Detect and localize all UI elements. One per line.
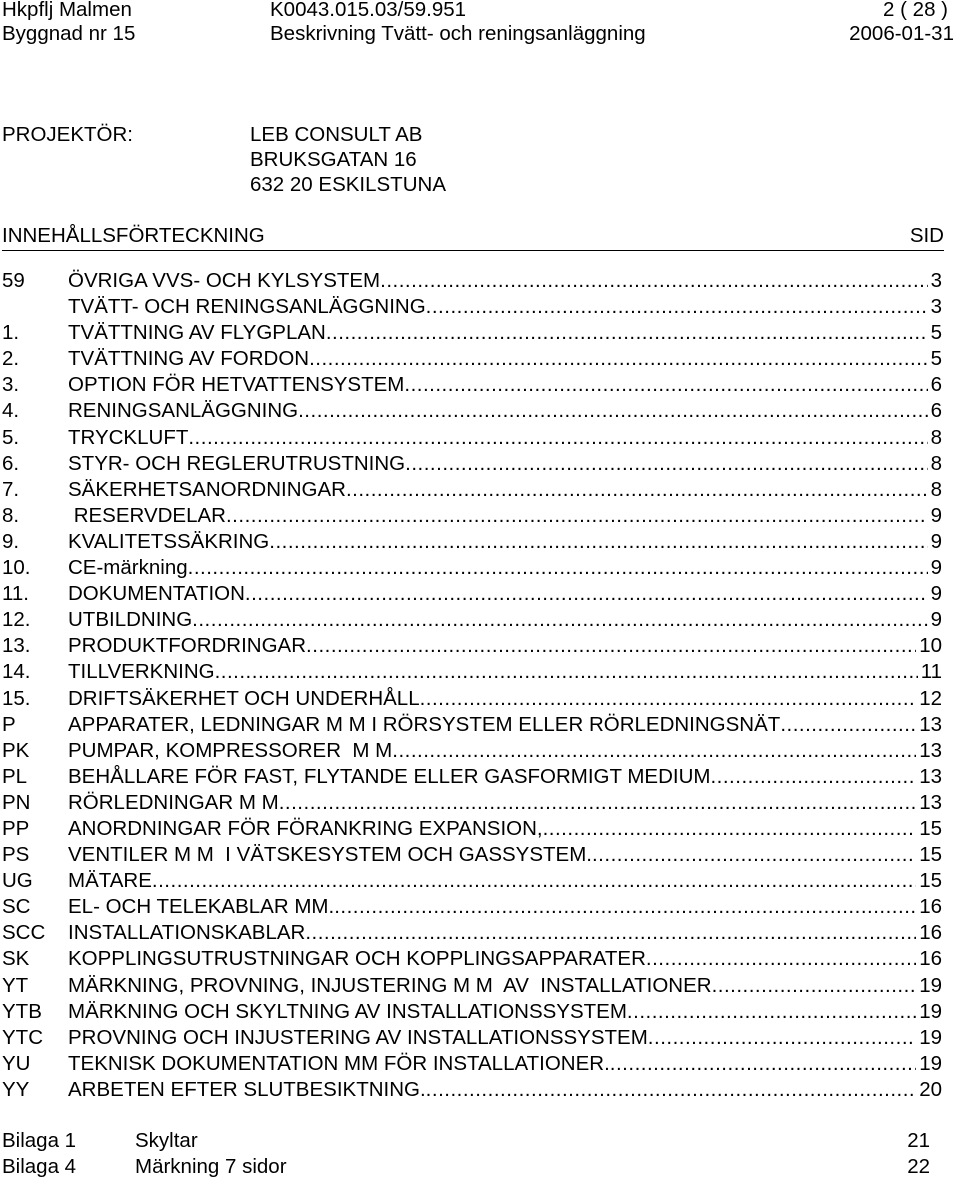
- toc-entry-body: [68, 1000, 942, 1024]
- toc-entry-number: 12.: [2, 608, 31, 632]
- toc-entry[interactable]: [0, 843, 942, 869]
- toc-leader-dots: [710, 765, 916, 789]
- toc-entry[interactable]: [0, 869, 942, 895]
- toc-entry-body: [68, 1052, 942, 1076]
- toc-leader-dots: [192, 608, 927, 632]
- toc-entry[interactable]: [0, 713, 942, 739]
- toc-entry-number: 8.: [2, 503, 20, 527]
- toc-entry-title: KVALITETSSÄKRING: [68, 529, 270, 553]
- toc-leader-dots: [648, 1026, 916, 1050]
- toc-entry-page: 19: [919, 1051, 942, 1075]
- attachment-page: 22: [907, 1155, 930, 1178]
- toc-entry-body: [68, 1026, 942, 1050]
- toc-entry-number: P: [2, 712, 16, 736]
- toc-entry-page: 3: [930, 295, 942, 319]
- toc-leader-dots: [279, 791, 916, 815]
- toc-entry-title: APPARATER, LEDNINGAR M M I RÖRSYSTEM ELLER RÖRLEDNINGSNÄT: [68, 712, 781, 736]
- toc-entry-page: 9: [930, 582, 942, 606]
- toc-entry-number: PL: [2, 764, 28, 788]
- toc-entry-title: MÄRKNING, PROVNING, INJUSTERING M M AV INSTALLATIONER: [68, 973, 712, 997]
- toc-entry-title: TRYCKLUFT: [68, 425, 189, 449]
- toc-entry-body: [68, 895, 942, 919]
- toc-entry-page: 12: [919, 686, 942, 710]
- toc-entry-title: PROVNING OCH INJUSTERING AV INSTALLATIONSSYSTEM: [68, 1025, 648, 1049]
- toc-entry[interactable]: [0, 1026, 942, 1052]
- toc-entry[interactable]: [0, 1078, 942, 1104]
- toc-entry-body: [68, 373, 942, 397]
- toc-entry-body: [68, 582, 942, 606]
- toc-entry-body: [68, 687, 942, 711]
- toc-entry[interactable]: [0, 634, 942, 660]
- toc-leader-dots: [627, 1000, 916, 1024]
- toc-entry-title: RESERVDELAR: [68, 503, 226, 527]
- toc-entry-page: 19: [919, 973, 942, 997]
- toc-entry-page: 9: [930, 529, 942, 553]
- toc-entry-body: [68, 713, 942, 737]
- toc-leader-dots: [405, 452, 927, 476]
- toc-entry-number: YTB: [2, 999, 42, 1023]
- toc-entry-number: 5.: [2, 425, 20, 449]
- toc-leader-dots: [380, 269, 927, 293]
- toc-leader-dots: [215, 660, 918, 684]
- toc-entry-title: TVÄTTNING AV FORDON: [68, 347, 310, 371]
- toc-entry-number: 13.: [2, 634, 31, 658]
- toc-entry-page: 13: [919, 712, 942, 736]
- toc-heading: INNEHÅLLSFÖRTECKNING: [2, 224, 265, 247]
- toc-entry-number: 11.: [2, 582, 29, 606]
- toc-entry-number: PS: [2, 843, 30, 867]
- toc-entry-body: [68, 269, 942, 293]
- toc-entry-title: TILLVERKNING: [68, 660, 215, 684]
- toc-entry-page: 19: [919, 1025, 942, 1049]
- toc-entry-page: 15: [919, 816, 942, 840]
- toc-entry[interactable]: [0, 478, 942, 504]
- header-doc-title: Beskrivning Tvätt- och reningsanläggning: [270, 22, 646, 45]
- toc-entry-title: SÄKERHETSANORDNINGAR: [68, 477, 346, 501]
- toc-entry-number: YY: [2, 1077, 30, 1101]
- toc-entry[interactable]: [0, 974, 942, 1000]
- header-page-indicator: 2 ( 28 ): [883, 0, 948, 21]
- toc-entry-page: 5: [930, 321, 942, 345]
- toc-entry-number: 6.: [2, 451, 20, 475]
- header-doc-number: K0043.015.03/59.951: [270, 0, 467, 21]
- toc-entry[interactable]: [0, 504, 942, 530]
- toc-leader-dots: [610, 1052, 916, 1076]
- toc-leader-dots: [543, 817, 917, 841]
- toc-entry-page: 13: [919, 738, 942, 762]
- toc-entry[interactable]: [0, 321, 942, 347]
- toc-entry-body: [68, 869, 942, 893]
- toc-entry-page: 11: [920, 660, 942, 684]
- toc-entry-title: ARBETEN EFTER SLUTBESIKTNING.: [68, 1077, 426, 1101]
- toc-leader-dots: [646, 947, 916, 971]
- toc-entry-page: 20: [919, 1077, 942, 1101]
- toc-leader-dots: [188, 556, 928, 580]
- toc-leader-dots: [780, 713, 916, 737]
- toc-entry-title: PRODUKTFORDRINGAR: [68, 634, 307, 658]
- toc-leader-dots: [309, 347, 928, 371]
- toc-entry-title: TEKNISK DOKUMENTATION MM FÖR INSTALLATIONER.: [68, 1051, 610, 1075]
- header-building: Byggnad nr 15: [2, 22, 136, 45]
- toc-entry-page: 5: [930, 347, 942, 371]
- toc-entry-body: [68, 843, 942, 867]
- toc-entry-body: [68, 504, 942, 528]
- toc-entry-body: [68, 321, 942, 345]
- toc-entry[interactable]: [0, 608, 942, 634]
- toc-entry-page: 8: [930, 425, 942, 449]
- toc-entry-title: RÖRLEDNINGAR M M: [68, 790, 279, 814]
- toc-list: [0, 269, 942, 1104]
- toc-entry-page: 3: [930, 269, 942, 292]
- toc-entry-page: 8: [930, 451, 942, 475]
- toc-entry-title: RENINGSANLÄGGNING: [68, 399, 299, 423]
- toc-entry-body: [68, 791, 942, 815]
- toc-entry[interactable]: [0, 347, 942, 373]
- toc-entry[interactable]: [0, 582, 942, 608]
- toc-entry-title: DOKUMENTATION: [68, 582, 245, 606]
- toc-entry[interactable]: [0, 947, 942, 973]
- toc-entry-title: EL- OCH TELEKABLAR MM.: [68, 895, 335, 919]
- toc-entry-number: PK: [2, 738, 30, 762]
- toc-leader-dots: [346, 478, 928, 502]
- toc-entry-number: 4.: [2, 399, 20, 423]
- toc-entry-page: 6: [930, 399, 942, 423]
- toc-entry-body: [68, 530, 942, 554]
- toc-entry[interactable]: [0, 295, 942, 321]
- toc-leader-dots: [426, 1078, 917, 1102]
- toc-entry-number: YT: [2, 973, 29, 997]
- toc-entry[interactable]: [0, 530, 942, 556]
- toc-leader-dots: [712, 974, 917, 998]
- toc-entry-number: YTC: [2, 1025, 43, 1049]
- toc-entry-body: [68, 974, 942, 998]
- toc-entry-body: [68, 817, 942, 841]
- toc-entry-title: DRIFTSÄKERHET OCH UNDERHÅLL: [68, 686, 420, 710]
- project-address-line: LEB CONSULT AB: [250, 123, 423, 146]
- toc-entry-page: 8: [930, 477, 942, 501]
- toc-entry-title: UTBILDNING: [68, 608, 193, 632]
- toc-entry-body: [68, 947, 942, 971]
- header-date: 2006-01-31: [849, 22, 954, 45]
- toc-entry-page: 9: [930, 556, 942, 580]
- toc-entry-number: 3.: [2, 373, 20, 397]
- toc-entry-title: TVÄTTNING AV FLYGPLAN: [68, 321, 326, 345]
- toc-entry[interactable]: [0, 739, 942, 765]
- toc-leader-dots: [269, 530, 927, 554]
- toc-entry-title: MÄTARE: [68, 869, 152, 893]
- toc-entry[interactable]: [0, 791, 942, 817]
- toc-leader-dots: [188, 426, 927, 450]
- toc-heading-row: [2, 224, 944, 251]
- toc-entry-page: 16: [919, 947, 942, 971]
- toc-entry-body: [68, 426, 942, 450]
- toc-entry-number: 59: [2, 269, 25, 292]
- toc-entry-body: [68, 1078, 942, 1102]
- attachment-label: Bilaga 1: [2, 1129, 77, 1152]
- toc-entry-number: 10.: [2, 556, 31, 580]
- toc-entry-page: 13: [919, 790, 942, 814]
- toc-entry-page: 16: [919, 895, 942, 919]
- toc-entry-number: 1.: [2, 321, 20, 345]
- attachment-title: Märkning 7 sidor: [135, 1155, 287, 1178]
- toc-entry-title: MÄRKNING OCH SKYLTNING AV INSTALLATIONSSYSTEM: [68, 999, 627, 1023]
- toc-entry[interactable]: [0, 687, 942, 713]
- toc-entry-number: UG: [2, 869, 33, 893]
- toc-entry[interactable]: [0, 269, 942, 295]
- toc-leader-dots: [245, 582, 928, 606]
- toc-entry-body: [68, 399, 942, 423]
- toc-entry-number: 7.: [2, 477, 20, 501]
- toc-leader-dots: [426, 295, 928, 319]
- attachment-page: 21: [907, 1129, 930, 1152]
- toc-entry-number: 2.: [2, 347, 20, 371]
- toc-entry-number: SC: [2, 895, 31, 919]
- toc-entry-title: TVÄTT- OCH RENINGSANLÄGGNING: [68, 295, 426, 319]
- toc-entry[interactable]: [0, 895, 942, 921]
- toc-leader-dots: [392, 739, 916, 763]
- toc-entry-page: 9: [930, 608, 942, 632]
- toc-entry[interactable]: [0, 1000, 942, 1026]
- toc-entry-page: 13: [919, 764, 942, 788]
- toc-entry[interactable]: [0, 660, 942, 686]
- toc-entry[interactable]: [0, 556, 942, 582]
- toc-entry-page: 9: [930, 503, 942, 527]
- toc-leader-dots: [305, 921, 916, 945]
- toc-entry-page: 6: [930, 373, 942, 397]
- toc-entry-body: [68, 556, 942, 580]
- toc-entry-title: ÖVRIGA VVS- OCH KYLSYSTEM: [68, 269, 381, 292]
- toc-page-heading: SID: [909, 224, 944, 247]
- toc-entry-body: [68, 452, 942, 476]
- toc-entry-number: 15.: [2, 686, 31, 710]
- toc-entry-title: CE-märkning: [68, 556, 188, 580]
- toc-entry-number: 14.: [2, 660, 31, 684]
- toc-entry[interactable]: [0, 1052, 942, 1078]
- toc-leader-dots: [306, 634, 916, 658]
- toc-entry[interactable]: [0, 452, 942, 478]
- attachment-title: Skyltar: [135, 1129, 198, 1152]
- toc-entry-number: PP: [2, 816, 30, 840]
- toc-leader-dots: [592, 843, 916, 867]
- toc-leader-dots: [298, 399, 927, 423]
- toc-entry-title: INSTALLATIONSKABLAR: [68, 921, 306, 945]
- toc-entry-page: 16: [919, 921, 942, 945]
- toc-entry-number: PN: [2, 790, 31, 814]
- toc-leader-dots: [152, 869, 916, 893]
- toc-entry-title: STYR- OCH REGLERUTRUSTNING: [68, 451, 406, 475]
- toc-leader-dots: [420, 687, 917, 711]
- toc-entry-body: [68, 739, 942, 763]
- project-address-line: BRUKSGATAN 16: [250, 148, 417, 171]
- toc-entry[interactable]: [0, 426, 942, 452]
- toc-entry-body: [68, 478, 942, 502]
- toc-entry[interactable]: [0, 921, 942, 947]
- toc-entry-title: PUMPAR, KOMPRESSORER M M: [68, 738, 393, 762]
- toc-entry-title: BEHÅLLARE FÖR FAST, FLYTANDE ELLER GASFORMIGT MEDIUM: [68, 764, 711, 788]
- project-label: PROJEKTÖR:: [2, 123, 133, 146]
- toc-entry-body: [68, 295, 942, 319]
- toc-entry-body: [68, 921, 942, 945]
- header-company: Hkpflj Malmen: [2, 0, 132, 21]
- project-address-line: 632 20 ESKILSTUNA: [250, 173, 446, 196]
- attachment-label: Bilaga 4: [2, 1155, 77, 1178]
- toc-leader-dots: [404, 373, 927, 397]
- toc-entry-body: [68, 634, 942, 658]
- toc-entry-title: ANORDNINGAR FÖR FÖRANKRING EXPANSION,: [68, 816, 543, 840]
- toc-entry-body: [68, 347, 942, 371]
- toc-entry-title: KOPPLINGSUTRUSTNINGAR OCH KOPPLINGSAPPARATER: [68, 947, 646, 971]
- toc-leader-dots: [326, 321, 928, 345]
- toc-entry-body: [68, 608, 942, 632]
- toc-entry-page: 19: [919, 999, 942, 1023]
- toc-entry-title: VENTILER M M I VÄTSKESYSTEM OCH GASSYSTEM.: [68, 843, 592, 867]
- toc-entry-page: 15: [919, 869, 942, 893]
- toc-entry[interactable]: [0, 817, 942, 843]
- toc-entry-number: 9.: [2, 529, 20, 553]
- toc-entry-title: OPTION FÖR HETVATTENSYSTEM: [68, 373, 405, 397]
- toc-entry-body: [68, 660, 942, 684]
- toc-entry[interactable]: [0, 373, 942, 399]
- toc-entry-page: 15: [919, 843, 942, 867]
- toc-entry-page: 10: [919, 634, 942, 658]
- toc-entry-body: [68, 765, 942, 789]
- toc-leader-dots: [334, 895, 916, 919]
- toc-entry-number: SCC: [2, 921, 46, 945]
- toc-leader-dots: [226, 504, 928, 528]
- toc-entry[interactable]: [0, 399, 942, 425]
- toc-entry-number: YU: [2, 1051, 31, 1075]
- toc-entry-number: SK: [2, 947, 30, 971]
- toc-entry[interactable]: [0, 765, 942, 791]
